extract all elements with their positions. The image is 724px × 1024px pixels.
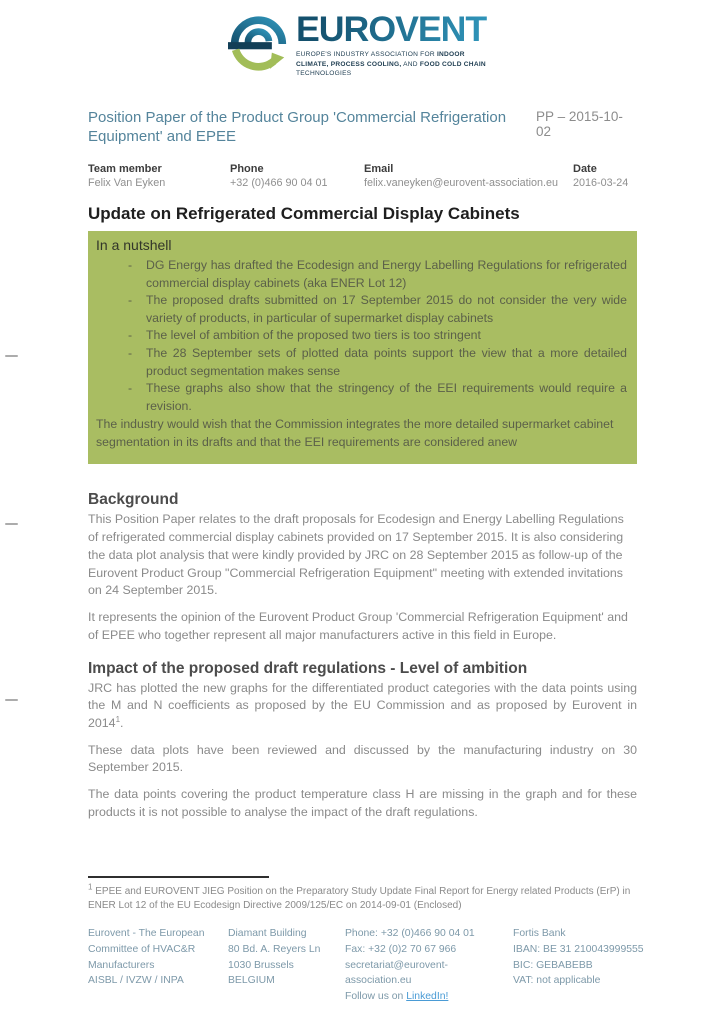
title-row: [88, 108, 637, 146]
nutshell-bullet: - The 28 September sets of plotted data points support the view that a more detailed product segmentation makes sense: [96, 345, 627, 380]
footer-contact: [345, 926, 513, 1005]
fold-mark: [5, 355, 18, 357]
contact-col-date: [573, 163, 637, 189]
contact-col-team-member: [88, 163, 230, 189]
footer-email: secretariat@eurovent-association.eu: [345, 959, 448, 987]
nutshell-highlight-box: [88, 231, 637, 464]
footnote-number: 1: [88, 882, 93, 892]
contact-label: Team member: [88, 163, 162, 176]
impact-paragraph: These data plots have been reviewed and discussed by the manufacturing industry on 30 September 2015.: [88, 742, 637, 775]
nutshell-bullet-list: [96, 257, 627, 415]
contact-label: Date: [573, 163, 597, 176]
document-title: Position Paper of the Product Group 'Commercial Refrigeration Equipment' and EPEE: [88, 108, 507, 145]
footnote-reference-mark: 1: [115, 714, 121, 724]
background-paragraph: This Position Paper relates to the draft proposals for Ecodesign and Energy Labelling Regulations of refrigerated commercial display cabinets provided on 17 September 2015. It is also considering the data plot analysis that were kindly provided by JRC on 28 September 2015 as follow-up of the Eurovent Product Group "Commercial Refrigeration Equipment" meeting with extended invitations on 24 September 2015.: [88, 512, 624, 598]
phone-number: +32 (0)466 90 04 01: [230, 177, 328, 190]
section-heading-background: Background: [88, 491, 179, 509]
footer-bank-details: Fortis Bank IBAN: BE 31 210043999555 BIC: GEBABEBB VAT: not applicable: [513, 928, 644, 987]
fold-mark: [5, 523, 18, 525]
nutshell-title: In a nutshell: [96, 237, 172, 254]
contact-label: Phone: [230, 163, 264, 176]
logo-text: [296, 12, 496, 79]
contact-col-email: [364, 163, 573, 189]
footnote-area: [88, 876, 637, 913]
footer-address: Diamant Building 80 Bd. A. Reyers Ln 1030 Brussels BELGIUM: [228, 928, 321, 987]
footnote-separator-rule: [88, 876, 269, 878]
footer-fax: Fax: +32 (0)2 70 67 966: [345, 943, 457, 955]
team-member-name: Felix Van Eyken: [88, 177, 166, 190]
contact-label: Email: [364, 163, 394, 176]
nutshell-conclusion: The industry would wish that the Commission integrates the more detailed supermarket cabinet segmentation in its drafts and that the EEI requirements are considered anew: [96, 417, 614, 449]
background-paragraph: It represents the opinion of the Eurovent Product Group 'Commercial Refrigeration Equipment' and of EPEE who together represent all major manufacturers active in this field in Europe.: [88, 610, 628, 642]
footer-organization: Eurovent - The European Committee of HVAC&R Manufacturers AISBL / IVZW / INPA: [88, 928, 205, 987]
contact-info-table: [88, 163, 637, 189]
nutshell-bullet: - The level of ambition of the proposed two tiers is too stringent: [96, 327, 627, 345]
paper-reference-number: PP – 2015-10-02: [536, 108, 623, 139]
footnote-text: $^1$ EPEE and EUROVENT JIEG Position on the Preparatory Study Update Final Report for Energy related Products (ErP) in ENER Lot 12 of the EU Ecodesign Directive 2009/125/EC on 2014-09-01 (Enclosed): [88, 882, 631, 912]
eurovent-e-icon: [228, 14, 289, 76]
footer-phone: Phone: +32 (0)466 90 04 01: [345, 928, 475, 939]
eurovent-logo: [0, 0, 724, 79]
letterhead-footer: [88, 926, 648, 1005]
contact-col-phone: [230, 163, 364, 189]
paper-date: 2016-03-24: [573, 177, 629, 190]
impact-paragraph: The data points covering the product temperature class H are missing in the graph and for these products it is not possible to analyse the impact of the draft regulations.: [88, 787, 637, 819]
impact-paragraph: JRC has plotted the new graphs for the differentiated product categories with the data points using the M and N coefficients as proposed by the EU Commission and as proposed by Eurovent in 2014$^1$.: [88, 680, 637, 730]
email-address: felix.vaneyken@eurovent-association.eu: [364, 177, 559, 190]
nutshell-bullet: - These graphs also show that the stringency of the EEI requirements would require a revision.: [96, 380, 627, 415]
footer-follow: Follow us on LinkedIn!: [345, 991, 449, 1003]
logo-wordmark: EUROVENT: [296, 12, 500, 47]
linkedin-link[interactable]: LinkedIn!: [406, 991, 449, 1003]
fold-mark: [5, 699, 18, 701]
section-heading-impact: Impact of the proposed draft regulations - Level of ambition: [88, 659, 528, 677]
nutshell-bullet: - The proposed drafts submitted on 17 September 2015 do not consider the very wide variety of products, in particular of supermarket display cabinets: [96, 292, 627, 327]
page-title: Update on Refrigerated Commercial Display Cabinets: [88, 204, 520, 224]
nutshell-bullet: - DG Energy has drafted the Ecodesign and Energy Labelling Regulations for refrigerated commercial display cabinets (aka ENER Lot 12): [96, 257, 627, 292]
logo-tagline: EUROPE'S INDUSTRY ASSOCIATION FOR INDOOR CLIMATE, PROCESS COOLING, AND FOOD COLD CHAIN TECHNOLOGIES: [296, 51, 486, 78]
